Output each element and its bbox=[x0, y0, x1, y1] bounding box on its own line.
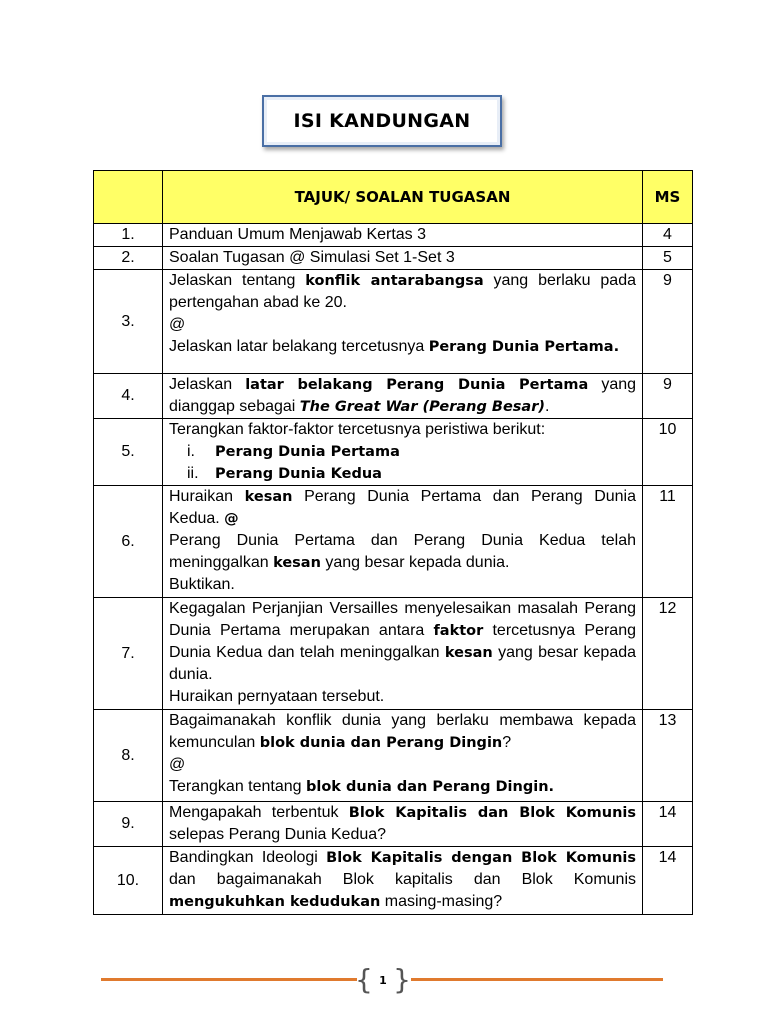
list-marker: ii. bbox=[187, 465, 199, 482]
bold-text: Perang Dunia Kedua bbox=[215, 466, 382, 482]
row-page-number: 14 bbox=[643, 802, 693, 847]
page-number-block bbox=[355, 963, 411, 996]
page-number: 1 bbox=[379, 973, 387, 987]
table-row bbox=[94, 847, 693, 915]
bold-text: Blok Kapitalis dan Blok Komunis bbox=[348, 805, 636, 821]
question-line bbox=[169, 486, 636, 530]
table-row bbox=[94, 802, 693, 847]
bold-text: @ bbox=[224, 511, 239, 527]
table-row bbox=[94, 224, 693, 247]
table-header-row bbox=[94, 171, 693, 224]
question-text: . bbox=[545, 398, 550, 415]
question-text: yang besar kepada dunia. bbox=[169, 644, 637, 683]
question-line bbox=[169, 374, 636, 418]
bold-text: konflik antarabangsa bbox=[305, 273, 484, 289]
bold-text: Perang Dunia Pertama bbox=[215, 444, 400, 460]
question-line bbox=[169, 224, 636, 246]
question-text: Buktikan. bbox=[169, 576, 235, 593]
question-text: Bagaimanakah konflik dunia yang berlaku membawa kepada kemunculan bbox=[169, 712, 636, 751]
row-number: 1. bbox=[94, 224, 163, 247]
question-text: Kegagalan Perjanjian Versailles menyelesaikan masalah Perang Dunia Pertama merupakan antara bbox=[169, 600, 636, 639]
row-number: 4. bbox=[94, 374, 163, 419]
row-number: 7. bbox=[94, 598, 163, 710]
bold-text: latar belakang Perang Dunia Pertama bbox=[245, 377, 589, 393]
bold-text: The Great War (Perang Besar) bbox=[299, 399, 545, 415]
question-text: selepas Perang Dunia Kedua? bbox=[169, 826, 387, 843]
row-page-number: 10 bbox=[643, 419, 693, 486]
question-text: Bandingkan Ideologi bbox=[169, 849, 327, 866]
row-page-number: 14 bbox=[643, 847, 693, 915]
bold-text: faktor bbox=[433, 623, 484, 639]
row-page-number: 5 bbox=[643, 247, 693, 270]
row-number: 10. bbox=[94, 847, 163, 915]
question-line bbox=[169, 686, 636, 708]
title-box bbox=[262, 95, 502, 147]
bold-text: kesan bbox=[444, 645, 493, 661]
contents-table bbox=[93, 170, 693, 915]
bold-text: mengukuhkan kedudukan bbox=[169, 894, 381, 910]
bold-text: blok dunia dan Perang Dingin. bbox=[306, 779, 555, 795]
row-question bbox=[163, 710, 643, 802]
question-text: tercetusnya Perang Dunia Kedua dan telah meninggalkan bbox=[169, 622, 636, 661]
row-question bbox=[163, 802, 643, 847]
question-text: Perang Dunia Pertama dan Perang Dunia Kedua. bbox=[169, 488, 636, 527]
header-ms-cell: MS bbox=[643, 171, 693, 224]
table-row bbox=[94, 710, 693, 802]
row-question bbox=[163, 224, 643, 247]
table-row bbox=[94, 270, 693, 374]
row-number: 8. bbox=[94, 710, 163, 802]
bold-text: Blok Kapitalis dengan Blok Komunis bbox=[326, 850, 636, 866]
row-question bbox=[163, 374, 643, 419]
row-question bbox=[163, 270, 643, 374]
bold-text: kesan bbox=[273, 555, 321, 571]
question-line bbox=[169, 336, 636, 358]
question-line bbox=[169, 247, 636, 269]
question-text: Soalan Tugasan @ Simulasi Set 1-Set 3 bbox=[169, 249, 455, 266]
table-row bbox=[94, 247, 693, 270]
page-title: ISI KANDUNGAN bbox=[293, 110, 471, 132]
row-page-number: 9 bbox=[643, 374, 693, 419]
row-number: 3. bbox=[94, 270, 163, 374]
row-number: 5. bbox=[94, 419, 163, 486]
question-text: Jelaskan bbox=[169, 376, 246, 393]
question-text: yang dianggap sebagai bbox=[169, 376, 637, 415]
table-row bbox=[94, 486, 693, 598]
question-text: yang besar kepada dunia. bbox=[320, 554, 510, 571]
question-line bbox=[169, 463, 636, 485]
question-line bbox=[169, 441, 636, 463]
row-page-number: 11 bbox=[643, 486, 693, 598]
question-text: @ bbox=[169, 316, 186, 333]
row-question bbox=[163, 247, 643, 270]
row-page-number: 4 bbox=[643, 224, 693, 247]
list-marker: i. bbox=[187, 443, 195, 460]
question-text: Panduan Umum Menjawab Kertas 3 bbox=[169, 226, 427, 243]
question-text: Terangkan tentang bbox=[169, 778, 306, 795]
question-line bbox=[169, 598, 636, 686]
question-line bbox=[169, 754, 636, 776]
question-text: Huraikan pernyataan tersebut. bbox=[169, 688, 385, 705]
question-text: yang berlaku pada pertengahan abad ke 20. bbox=[169, 272, 636, 311]
row-number: 6. bbox=[94, 486, 163, 598]
question-text: Jelaskan tentang bbox=[169, 272, 306, 289]
footer-line-left bbox=[101, 978, 357, 981]
question-line bbox=[169, 847, 636, 913]
header-number-cell bbox=[94, 171, 163, 224]
left-brace-icon: { bbox=[355, 963, 373, 996]
row-question bbox=[163, 419, 643, 486]
question-line bbox=[169, 776, 636, 798]
question-text: Perang Dunia Pertama dan Perang Dunia Kedua telah meninggalkan bbox=[169, 532, 636, 571]
table-row bbox=[94, 419, 693, 486]
footer-line-right bbox=[411, 978, 663, 981]
row-number: 9. bbox=[94, 802, 163, 847]
bold-text: Perang Dunia Pertama. bbox=[428, 339, 620, 355]
question-line bbox=[169, 574, 636, 596]
question-line bbox=[169, 419, 636, 441]
question-text: Huraikan bbox=[169, 488, 245, 505]
row-question bbox=[163, 598, 643, 710]
row-question bbox=[163, 847, 643, 915]
question-line bbox=[169, 710, 636, 754]
row-page-number: 12 bbox=[643, 598, 693, 710]
question-line bbox=[169, 314, 636, 336]
header-topic-cell: TAJUK/ SOALAN TUGASAN bbox=[163, 171, 643, 224]
question-line bbox=[169, 530, 636, 574]
bold-text: kesan bbox=[244, 489, 293, 505]
question-text: ? bbox=[502, 734, 512, 751]
question-text: dan bagaimanakah Blok kapitalis dan Blok Komunis bbox=[169, 871, 636, 888]
question-line bbox=[169, 270, 636, 314]
bold-text: blok dunia dan Perang Dingin bbox=[259, 735, 503, 751]
table-row bbox=[94, 598, 693, 710]
row-number: 2. bbox=[94, 247, 163, 270]
question-text: masing-masing? bbox=[380, 893, 503, 910]
row-page-number: 9 bbox=[643, 270, 693, 374]
question-text: Terangkan faktor-faktor tercetusnya peristiwa berikut: bbox=[169, 421, 546, 438]
question-text: @ bbox=[169, 756, 186, 773]
right-brace-icon: } bbox=[393, 963, 411, 996]
question-text: Jelaskan latar belakang tercetusnya bbox=[169, 338, 429, 355]
question-line bbox=[169, 802, 636, 846]
row-page-number: 13 bbox=[643, 710, 693, 802]
row-question bbox=[163, 486, 643, 598]
question-text: Mengapakah terbentuk bbox=[169, 804, 349, 821]
table-row bbox=[94, 374, 693, 419]
